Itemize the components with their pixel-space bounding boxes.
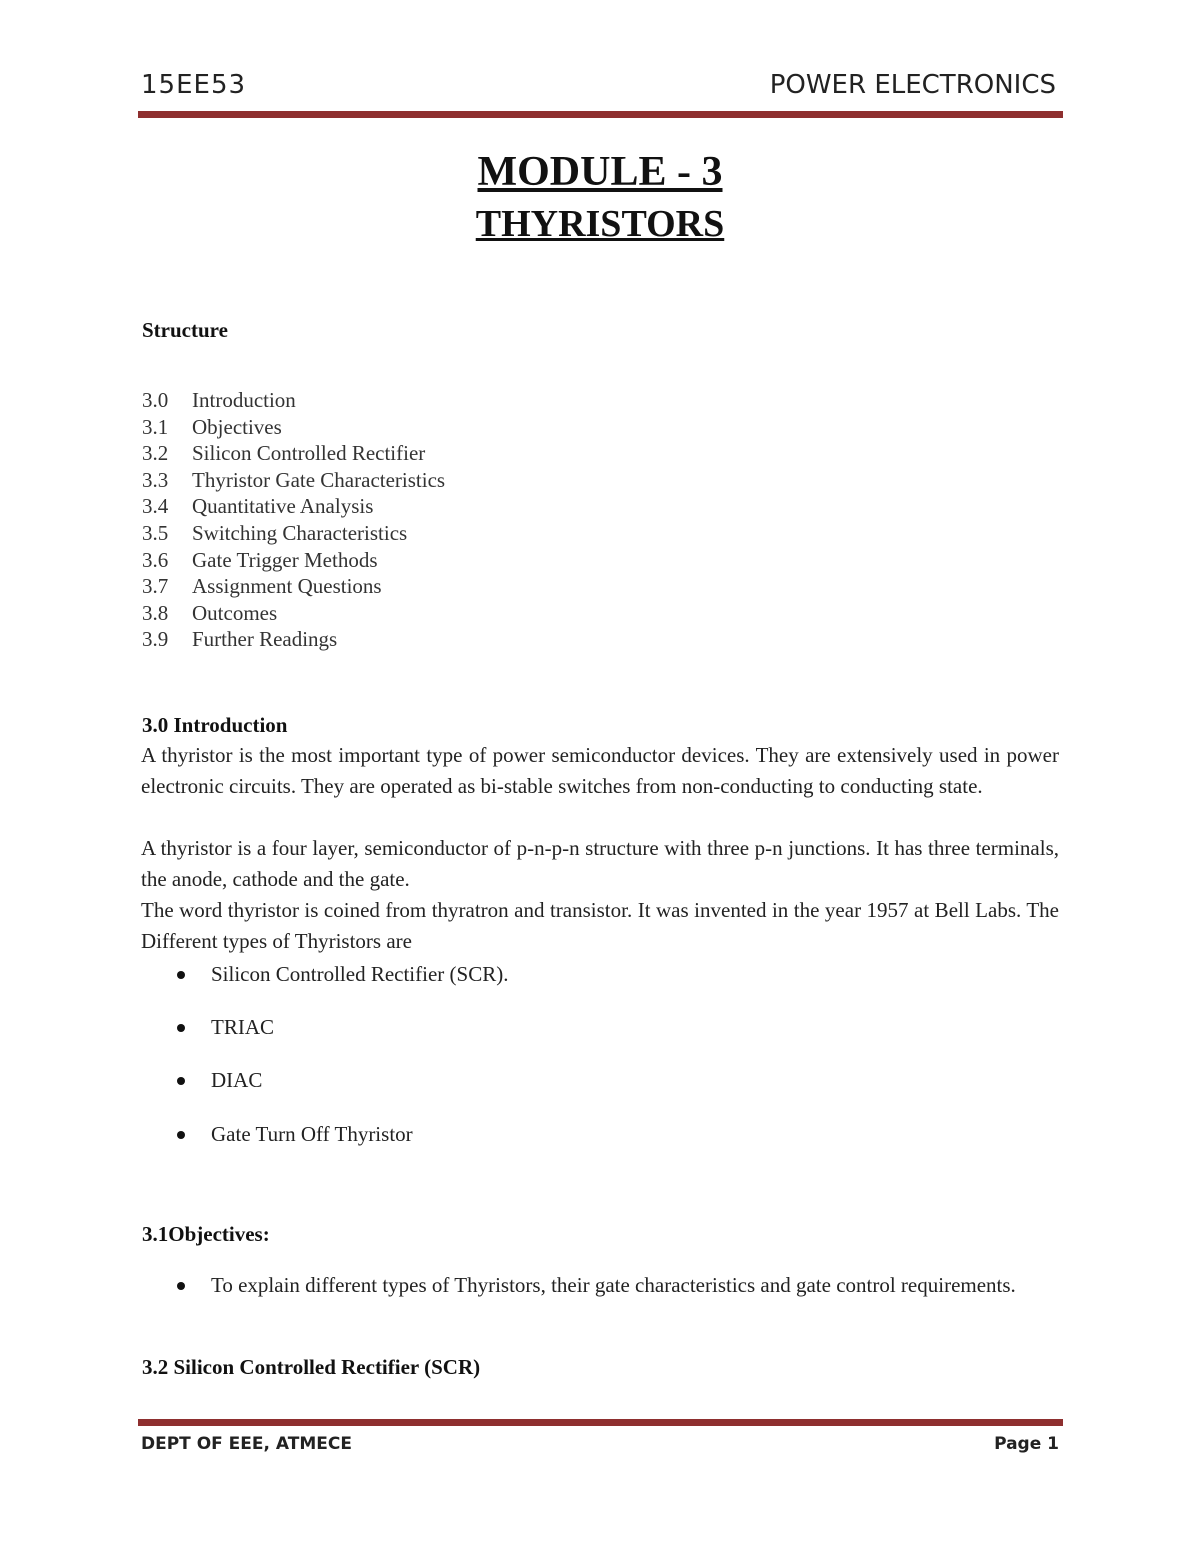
course-code: 15EE53 — [141, 70, 247, 100]
toc-label: Gate Trigger Methods — [192, 547, 378, 572]
toc-label: Thyristor Gate Characteristics — [192, 467, 446, 492]
list-item-text: Silicon Controlled Rectifier (SCR). — [211, 962, 509, 986]
list-item-text: DIAC — [211, 1068, 263, 1092]
intro-paragraph: A thyristor is the most important type of power semiconductor devices. They are extensively used in power electronic circuits. They are operated as bi-stable switches from non-conducting to conducting state. — [141, 743, 1059, 798]
toc-number: 3.7 — [142, 574, 169, 599]
toc-number: 3.6 — [142, 547, 169, 572]
list-item — [141, 1015, 274, 1040]
toc-item — [142, 493, 445, 520]
toc-number: 3.8 — [142, 600, 169, 625]
toc-number: 3.9 — [142, 627, 169, 652]
department-label: DEPT OF EEE, ATMECE — [141, 1434, 352, 1454]
intro-paragraph: A thyristor is a four layer, semiconductor of p-n-p-n structure with three p-n junctions. It has three terminals, the anode, cathode and the gate. — [141, 836, 1059, 891]
toc-item — [142, 440, 445, 467]
toc-item — [142, 600, 445, 627]
bullet-icon — [177, 1077, 185, 1085]
structure-list — [142, 387, 445, 653]
toc-item — [142, 573, 445, 600]
bullet-icon — [177, 971, 185, 979]
bullet-icon — [177, 1024, 185, 1032]
toc-item — [142, 467, 445, 494]
objectives-list — [141, 1270, 1059, 1301]
introduction-heading: 3.0 Introduction — [142, 713, 288, 737]
header-rule — [138, 111, 1063, 118]
intro-paragraph: The word thyristor is coined from thyratron and transistor. It was invented in the year 1957 at Bell Labs. The Different types of Thyristors are — [141, 898, 1059, 953]
topic-title: THYRISTORS — [475, 203, 725, 245]
toc-number: 3.0 — [142, 388, 169, 412]
toc-number: 3.4 — [142, 494, 169, 519]
page-number: Page 1 — [994, 1434, 1059, 1454]
footer-rule — [138, 1419, 1063, 1426]
toc-label: Outcomes — [192, 600, 278, 625]
list-item-text: Gate Turn Off Thyristor — [211, 1122, 413, 1146]
toc-label: Further Readings — [192, 627, 338, 652]
toc-item — [142, 387, 445, 414]
toc-number: 3.1 — [142, 414, 169, 439]
list-item — [141, 1122, 413, 1147]
toc-number: 3.3 — [142, 467, 169, 492]
list-item-text: To explain different types of Thyristors, their gate characteristics and gate control requirements. — [211, 1273, 1016, 1297]
toc-label: Objectives — [192, 414, 282, 439]
toc-label: Quantitative Analysis — [192, 494, 374, 519]
scr-heading: 3.2 Silicon Controlled Rectifier (SCR) — [142, 1355, 481, 1379]
list-item — [141, 1270, 1059, 1301]
toc-label: Introduction — [192, 388, 296, 412]
toc-number: 3.2 — [142, 441, 169, 466]
toc-item — [142, 547, 445, 574]
module-title: MODULE - 3 — [477, 149, 723, 195]
list-item-text: TRIAC — [211, 1015, 274, 1039]
toc-item — [142, 626, 445, 653]
list-item — [141, 962, 508, 987]
toc-label: Switching Characteristics — [192, 520, 408, 545]
structure-heading: Structure — [142, 318, 228, 342]
toc-label: Silicon Controlled Rectifier — [192, 441, 426, 466]
toc-item — [142, 414, 445, 441]
subject-title: POWER ELECTRONICS — [769, 70, 1056, 100]
objectives-heading: 3.1Objectives: — [142, 1222, 270, 1246]
toc-number: 3.5 — [142, 520, 169, 545]
bullet-icon — [177, 1282, 185, 1290]
toc-item — [142, 520, 445, 547]
bullet-icon — [177, 1131, 185, 1139]
toc-label: Assignment Questions — [192, 574, 382, 599]
list-item — [141, 1068, 262, 1093]
